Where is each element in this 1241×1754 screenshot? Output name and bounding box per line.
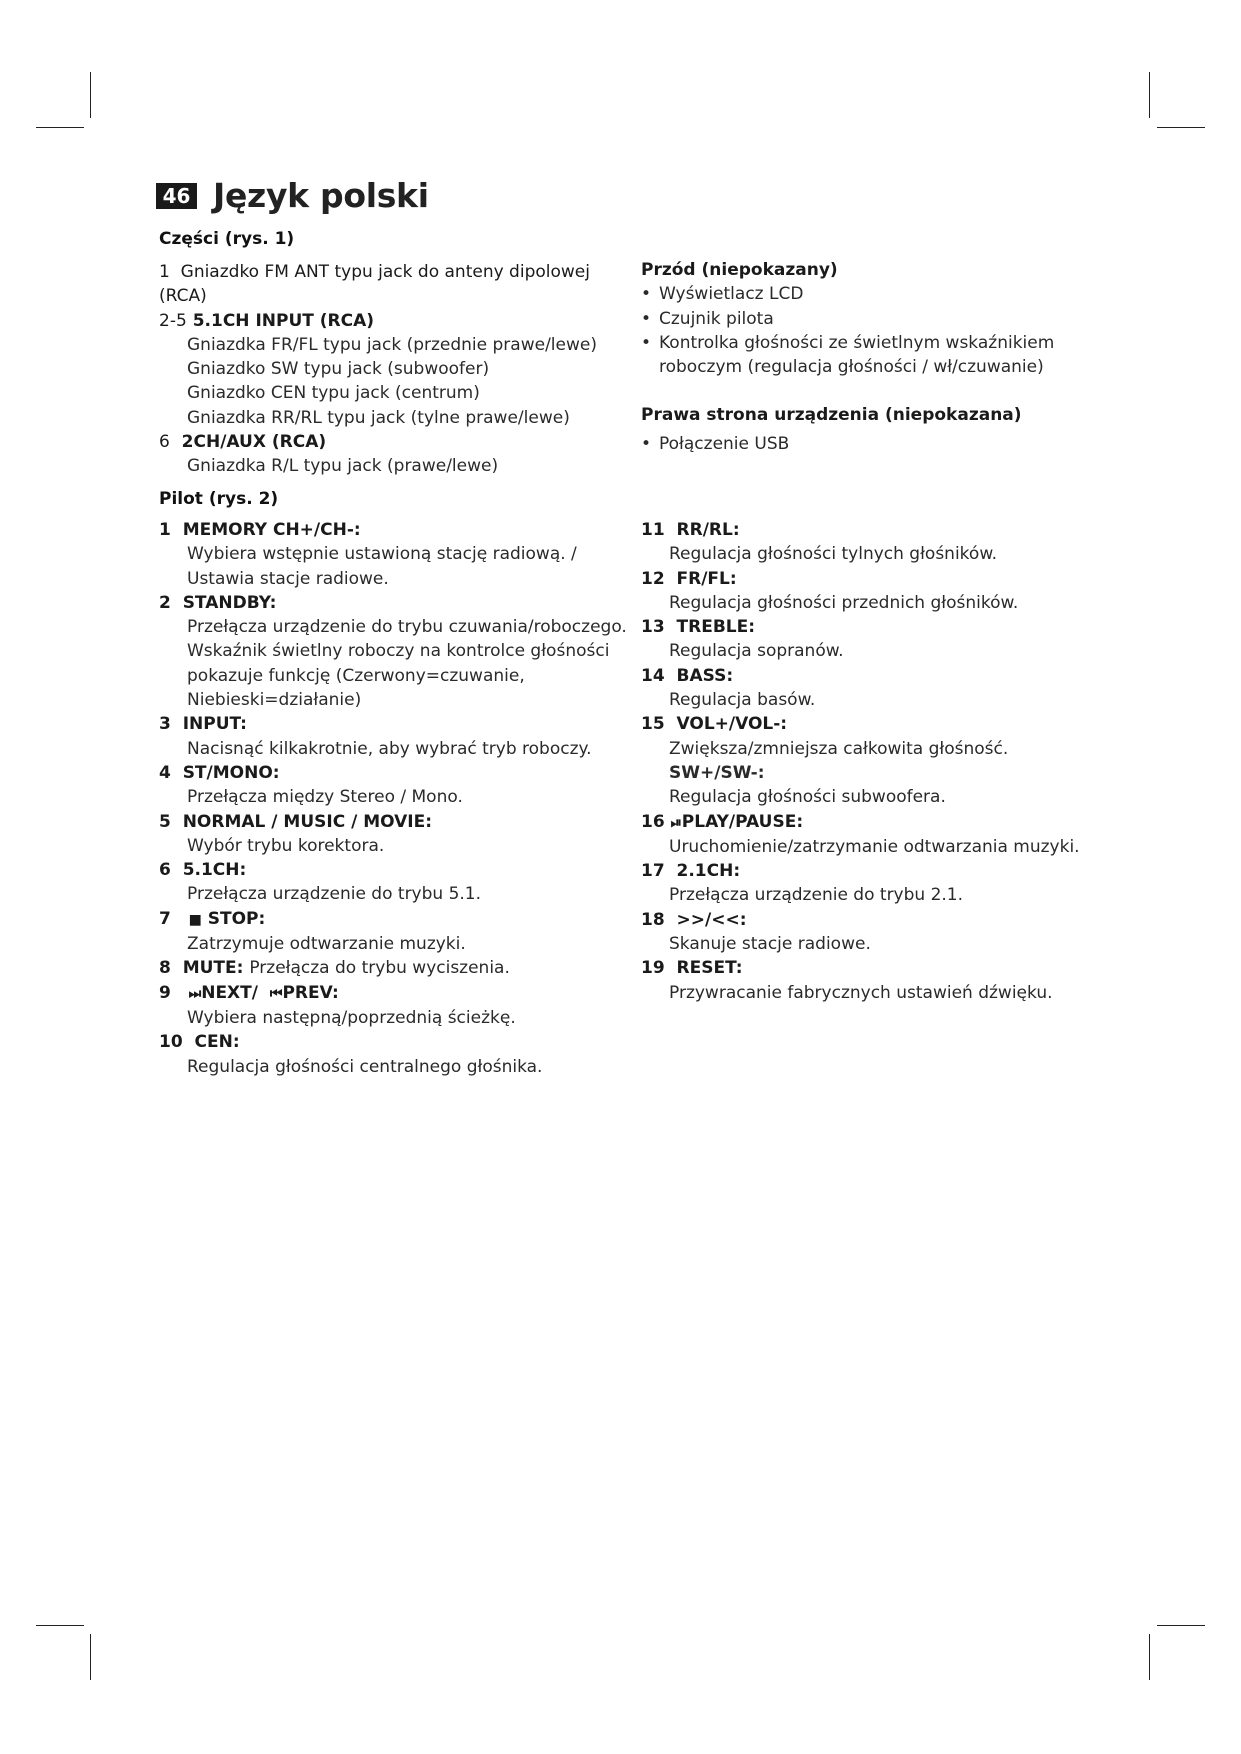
front-bullet: • Czujnik pilota (641, 308, 774, 329)
crop-mark-bottom-left-h (36, 1625, 84, 1626)
parts-item-6: 6 2CH/AUX (RCA) (159, 432, 327, 453)
remote-item-desc: Regulacja basów. (669, 690, 816, 711)
remote-item-desc: Wybór trybu korektora. (187, 835, 385, 856)
page-number: 46 (156, 183, 197, 209)
front-bullet: • Wyświetlacz LCD (641, 284, 804, 305)
page-header (156, 176, 429, 215)
remote-item-2: 2 STANDBY: (159, 592, 277, 613)
remote-right-column (641, 518, 1111, 1005)
remote-heading: Pilot (rys. 2) (159, 489, 279, 509)
remote-left-column (159, 518, 639, 1079)
remote-item-desc: Przełącza między Stereo / Mono. (187, 787, 463, 808)
remote-item-desc: Regulacja sopranów. (669, 641, 844, 662)
remote-item-desc: Wybiera wstępnie ustawioną stację radiową. / Ustawia stacje radiowe. (187, 544, 577, 589)
remote-item-13: 13 TREBLE: (641, 617, 756, 638)
remote-item-desc: Regulacja głośności przednich głośników. (669, 592, 1019, 613)
parts-sub-item: Gniazdko SW typu jack (subwoofer) (187, 359, 490, 380)
parts-item-label: 2CH/AUX (RCA) (181, 432, 327, 453)
remote-item-17: 17 2.1CH: (641, 861, 741, 882)
remote-item-3: 3 INPUT: (159, 714, 247, 735)
remote-item-desc: Przełącza urządzenie do trybu 2.1. (669, 885, 964, 906)
parts-heading: Części (rys. 1) (159, 229, 295, 249)
remote-item-desc: Regulacja głośności subwoofera. (669, 787, 946, 808)
parts-sub-item: Gniazdko CEN typu jack (centrum) (187, 383, 480, 404)
remote-item-desc: Zwiększa/zmniejsza całkowita głośność. (669, 738, 1009, 759)
prev-icon: ⏮ (269, 985, 283, 1002)
remote-item-desc: Wybiera następną/poprzednią ścieżkę. (187, 1007, 516, 1028)
remote-item-desc: Przywracanie fabrycznych ustawień dźwięku. (669, 982, 1053, 1003)
page-title: Język polski (213, 176, 429, 215)
remote-item-15-sub-label: SW+/SW-: (669, 762, 765, 783)
right-side-bullet: • Połączenie USB (641, 433, 790, 454)
remote-item-desc: Regulacja głośności centralnego głośnika. (187, 1056, 543, 1077)
remote-item-6: 6 5.1CH: (159, 860, 247, 881)
parts-item-1: 1 Gniazdko FM ANT typu jack do anteny dipolowej (RCA) (159, 262, 590, 307)
crop-mark-top-left-v (90, 72, 91, 118)
crop-mark-top-left-h (36, 127, 84, 128)
play-pause-icon: ⏯ (670, 814, 682, 831)
crop-mark-bottom-right-v (1149, 1634, 1150, 1680)
stop-icon: ■ (188, 911, 202, 928)
remote-item-14: 14 BASS: (641, 665, 734, 686)
front-heading: Przód (niepokazany) (641, 260, 838, 280)
crop-mark-bottom-right-h (1157, 1625, 1205, 1626)
remote-item-16: 16 ⏯PLAY/PAUSE: (641, 811, 804, 832)
remote-item-9: 9 ⏭NEXT/ ⏮PREV: (159, 982, 339, 1003)
parts-item-label: 5.1CH INPUT (RCA) (192, 310, 375, 331)
remote-item-7: 7 ■ STOP: (159, 908, 266, 929)
remote-item-desc: Przełącza urządzenie do trybu czuwania/roboczego. Wskaźnik świetlny roboczy na kontrolce głośności pokazuje funkcję (Czerwony=czuwanie, Niebieski=działanie) (187, 617, 627, 711)
parts-sub-item: Gniazdka FR/FL typu jack (przednie prawe/lewe) (187, 334, 597, 355)
remote-item-10: 10 CEN: (159, 1032, 240, 1053)
remote-item-desc: Uruchomienie/zatrzymanie odtwarzania muzyki. (669, 836, 1080, 857)
parts-sub-item: Gniazdka RR/RL typu jack (tylne prawe/lewe) (187, 407, 570, 428)
front-bullet: • Kontrolka głośności ze świetlnym wskaźnikiem roboczym (regulacja głośności / wł/czuwanie) (641, 332, 1055, 378)
remote-item-11: 11 RR/RL: (641, 520, 740, 540)
remote-item-12: 12 FR/FL: (641, 568, 737, 589)
remote-item-15: 15 VOL+/VOL-: (641, 714, 788, 735)
crop-mark-top-right-v (1149, 72, 1150, 118)
remote-item-4: 4 ST/MONO: (159, 762, 280, 783)
remote-item-desc: Nacisnąć kilkakrotnie, aby wybrać tryb roboczy. (187, 738, 592, 759)
remote-item-18: 18 >>/<<: (641, 909, 747, 930)
remote-item-desc: Skanuje stacje radiowe. (669, 934, 871, 955)
crop-mark-bottom-left-v (90, 1634, 91, 1680)
parts-right-column (641, 258, 1111, 456)
parts-sub-item: Gniazdka R/L typu jack (prawe/lewe) (187, 456, 499, 477)
remote-item-desc: Zatrzymuje odtwarzanie muzyki. (187, 934, 466, 955)
remote-item-1: 1 MEMORY CH+/CH-: (159, 520, 361, 540)
next-icon: ⏭ (188, 985, 202, 1002)
parts-item-2-5: 2-5 5.1CH INPUT (RCA) (159, 310, 375, 331)
remote-item-19: 19 RESET: (641, 958, 743, 979)
remote-item-desc: Przełącza urządzenie do trybu 5.1. (187, 884, 482, 905)
remote-item-5: 5 NORMAL / MUSIC / MOVIE: (159, 811, 433, 832)
right-side-heading: Prawa strona urządzenia (niepokazana) (641, 405, 1022, 426)
parts-item-label: Gniazdko FM ANT typu jack do anteny dipolowej (RCA) (159, 262, 590, 307)
crop-mark-top-right-h (1157, 127, 1205, 128)
remote-item-8: 8 MUTE: Przełącza do trybu wyciszenia. (159, 958, 510, 979)
parts-left-column (159, 260, 639, 479)
remote-item-desc: Regulacja głośności tylnych głośników. (669, 544, 998, 565)
